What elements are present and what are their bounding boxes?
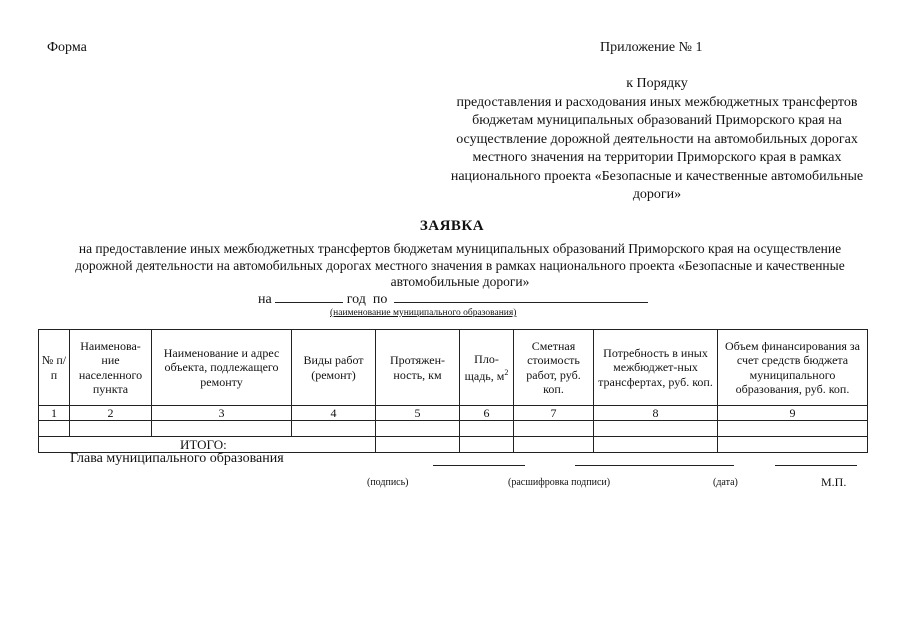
column-header: Потребность в иных межбюджет-ных трансфертах, руб. коп. [594,330,718,406]
column-header: Виды работ (ремонт) [292,330,376,406]
total-label: ИТОГО: [180,436,227,452]
total-cell[interactable] [718,437,868,453]
column-number-row [39,406,868,421]
form-label: Форма [47,40,87,55]
period-by-label: по [372,292,388,307]
subtitle-line: дорожной деятельности на автомобильных дорогах местного значения в рамках национального проекта «Безопасные и качественные [75,257,845,273]
column-number: 1 [39,406,70,421]
total-cell[interactable] [460,437,514,453]
column-number: 4 [292,406,376,421]
table-cell[interactable] [594,421,718,437]
column-number: 7 [514,406,594,421]
document-title: ЗАЯВКА [419,218,485,234]
procedure-line: к Порядку [626,76,688,91]
signature-decoding-line[interactable] [575,465,734,466]
total-cell[interactable] [594,437,718,453]
procedure-line: предоставления и расходования иных межбюджетных трансфертов [456,94,858,110]
area-unit-superscript: 2 [504,368,509,377]
signature-line[interactable] [433,465,525,466]
column-header: Сметная стоимость работ, руб. коп. [514,330,594,406]
column-number: 6 [460,406,514,421]
head-of-municipality-label: Глава муниципального образования [70,451,284,466]
table-cell[interactable] [460,421,514,437]
municipality-caption: (наименование муниципального образования) [330,308,517,318]
column-header: Объем финансирования за счет средств бюджета муниципального образования, руб. коп. [718,330,868,406]
column-number: 5 [376,406,460,421]
application-table [38,329,868,453]
date-line[interactable] [775,465,857,466]
table-cell[interactable] [70,421,152,437]
procedure-line: бюджетам муниципальных образований Приморского края на [472,113,842,128]
total-cell[interactable] [376,437,460,453]
column-number: 3 [152,406,292,421]
period-prefix: на [258,292,272,307]
column-number: 9 [718,406,868,421]
signature-caption: (подпись) [367,477,409,488]
signature-decoding-caption: (расшифровка подписи) [508,477,611,488]
column-header: Наименование и адрес объекта, подлежащего ремонту [152,330,292,406]
table-cell[interactable] [718,421,868,437]
year-blank-field[interactable] [275,290,343,303]
period-year-label: год [346,292,366,307]
document-subtitle [50,241,870,291]
procedure-line: национального проекта «Безопасные и качественные автомобильные [450,168,864,184]
column-header: № п/п [39,330,70,406]
subtitle-line: на предоставление иных межбюджетных трансфертов бюджетам муниципальных образований Приморского края на осуществление [78,241,842,256]
column-header: Наименова-ние населенного пункта [70,330,152,406]
table-header-row [39,330,868,406]
table-cell[interactable] [152,421,292,437]
procedure-line: осуществление дорожной деятельности на автомобильных дорогах [456,131,858,147]
table-cell[interactable] [514,421,594,437]
area-header-text: Пло-щадь, м [464,351,505,383]
table-row [39,421,868,437]
table-cell[interactable] [39,421,70,437]
seal-label: М.П. [821,475,847,489]
table-cell[interactable] [376,421,460,437]
municipality-blank-field[interactable] [394,290,648,303]
procedure-line: дороги» [632,187,682,202]
subtitle-line: автомобильные дороги» [390,274,530,289]
period-line [258,290,648,308]
procedure-reference [420,75,894,205]
column-header-area [460,330,514,406]
column-header: Протяжен-ность, км [376,330,460,406]
appendix-label: Приложение № 1 [600,40,703,55]
column-number: 8 [594,406,718,421]
procedure-line: местного значения на территории Приморского края в рамках [472,150,842,165]
total-cell[interactable] [514,437,594,453]
date-caption: (дата) [713,477,738,488]
column-number: 2 [70,406,152,421]
table-cell[interactable] [292,421,376,437]
